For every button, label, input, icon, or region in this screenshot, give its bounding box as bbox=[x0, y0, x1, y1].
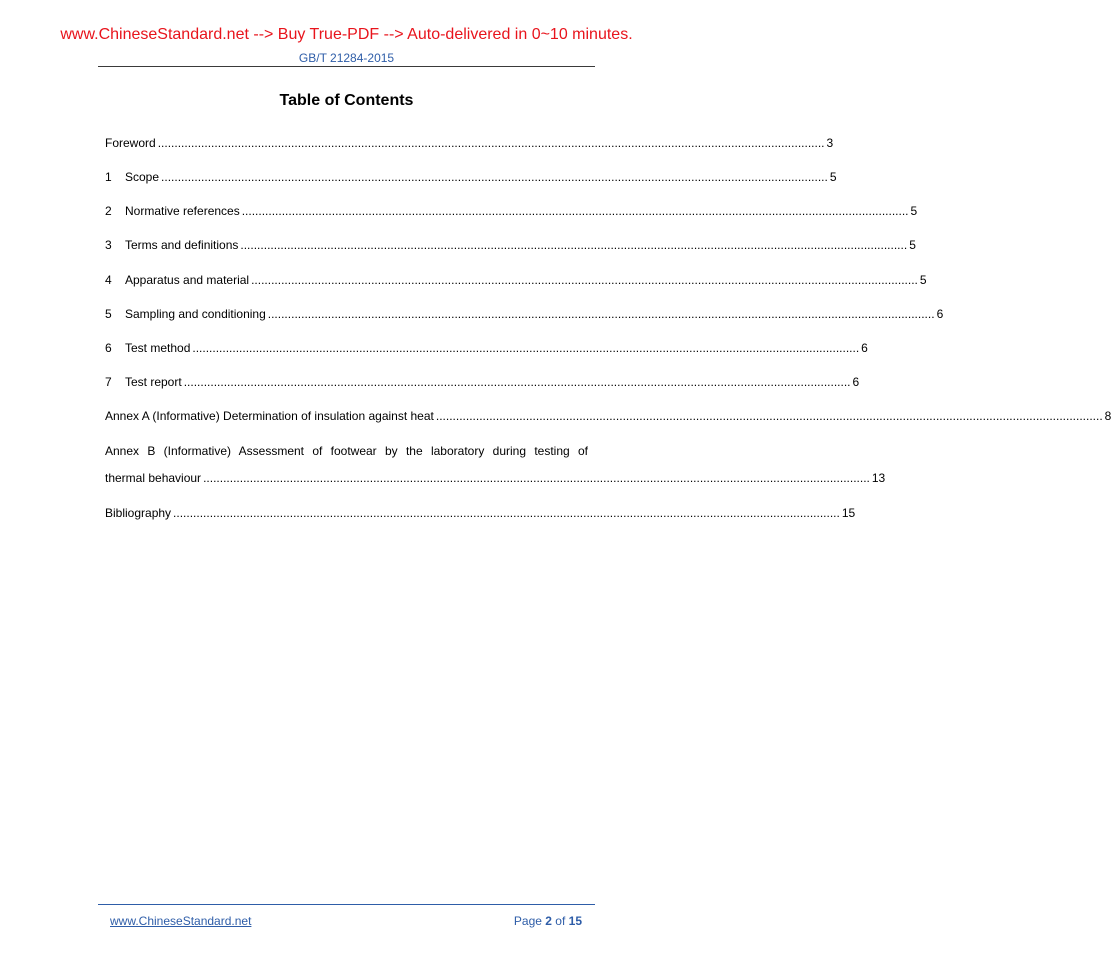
toc-item-label: Test report bbox=[125, 375, 182, 389]
header-divider bbox=[98, 66, 595, 67]
footer-divider bbox=[98, 904, 595, 905]
toc-leader-dots: ........................................................................................................................................................................................................ bbox=[192, 341, 860, 355]
toc-item-annex-a[interactable] bbox=[105, 408, 1111, 424]
page-indicator bbox=[514, 914, 582, 928]
document-number: GB/T 21284-2015 bbox=[298, 51, 395, 65]
toc-page-number: 3 bbox=[826, 136, 834, 150]
toc-leader-dots: ........................................................................................................................................................................................................ bbox=[203, 471, 870, 485]
toc-item-scope[interactable] bbox=[105, 169, 837, 185]
toc-item-number: 7 bbox=[105, 375, 112, 389]
footer-website-link[interactable]: www.ChineseStandard.net bbox=[110, 914, 252, 928]
toc-item-label: Bibliography bbox=[105, 506, 172, 520]
toc-item-annex-b-line1[interactable]: Annex B (Informative) Assessment of footwear by the laboratory during testing of bbox=[105, 444, 588, 458]
toc-page-number: 6 bbox=[852, 375, 860, 389]
promo-banner[interactable]: www.ChineseStandard.net --> Buy True-PDF --> Auto-delivered in 0~10 minutes. bbox=[60, 26, 633, 43]
toc-item-sampling-and-conditioning[interactable] bbox=[105, 306, 944, 322]
toc-item-foreword[interactable] bbox=[105, 135, 834, 151]
toc-item-bibliography[interactable] bbox=[105, 505, 856, 521]
toc-item-annex-b[interactable] bbox=[105, 470, 886, 486]
toc-page-number: 5 bbox=[910, 204, 918, 218]
toc-item-normative-references[interactable] bbox=[105, 203, 918, 219]
toc-item-label: Normative references bbox=[125, 204, 240, 218]
toc-item-apparatus-and-material[interactable] bbox=[105, 272, 927, 288]
current-page-number: 2 bbox=[545, 914, 552, 928]
toc-leader-dots: ........................................................................................................................................................................................................ bbox=[183, 375, 851, 389]
toc-page-number: 15 bbox=[841, 506, 856, 520]
toc-item-test-report[interactable] bbox=[105, 374, 860, 390]
toc-leader-dots: ........................................................................................................................................................................................................ bbox=[435, 409, 1103, 423]
toc-item-label: thermal behaviour bbox=[105, 471, 202, 485]
toc-item-label: Terms and definitions bbox=[125, 238, 239, 252]
toc-leader-dots: ........................................................................................................................................................................................................ bbox=[161, 170, 828, 184]
toc-item-label: Scope bbox=[125, 170, 160, 184]
toc-leader-dots: ........................................................................................................................................................................................................ bbox=[251, 273, 918, 287]
page-prefix: Page bbox=[513, 914, 546, 928]
toc-item-label: Apparatus and material bbox=[125, 273, 250, 287]
toc-leader-dots: ........................................................................................................................................................................................................ bbox=[173, 506, 840, 520]
toc-item-number: 2 bbox=[105, 204, 112, 218]
toc-page-number: 5 bbox=[909, 238, 916, 252]
toc-item-number: 3 bbox=[105, 238, 112, 252]
toc-page-number: 5 bbox=[919, 273, 927, 287]
toc-item-test-method[interactable] bbox=[105, 340, 868, 356]
toc-item-label: Foreword bbox=[105, 136, 156, 150]
toc-item-label: Sampling and conditioning bbox=[125, 307, 266, 321]
toc-item-terms-and-definitions[interactable] bbox=[105, 237, 916, 253]
toc-page-number: 5 bbox=[829, 170, 837, 184]
toc-item-label: Test method bbox=[125, 341, 191, 355]
toc-item-number: 1 bbox=[105, 170, 112, 184]
page-of-label: of bbox=[551, 914, 569, 928]
toc-page-number: 13 bbox=[871, 471, 886, 485]
toc-page-number: 6 bbox=[861, 341, 868, 355]
toc-leader-dots: ........................................................................................................................................................................................................ bbox=[267, 307, 935, 321]
toc-item-number: 4 bbox=[105, 273, 112, 287]
toc-leader-dots: ........................................................................................................................................................................................................ bbox=[241, 204, 909, 218]
total-pages-number: 15 bbox=[568, 914, 582, 928]
toc-page-number: 6 bbox=[936, 307, 944, 321]
toc-leader-dots: ........................................................................................................................................................................................................ bbox=[240, 238, 908, 252]
toc-page-number: 8 bbox=[1104, 409, 1111, 423]
toc-leader-dots: ........................................................................................................................................................................................................ bbox=[157, 136, 825, 150]
toc-item-number: 6 bbox=[105, 341, 112, 355]
page-title: Table of Contents bbox=[279, 92, 414, 109]
toc-item-label: Annex A (Informative) Determination of insulation against heat bbox=[105, 409, 434, 423]
toc-item-number: 5 bbox=[105, 307, 112, 321]
